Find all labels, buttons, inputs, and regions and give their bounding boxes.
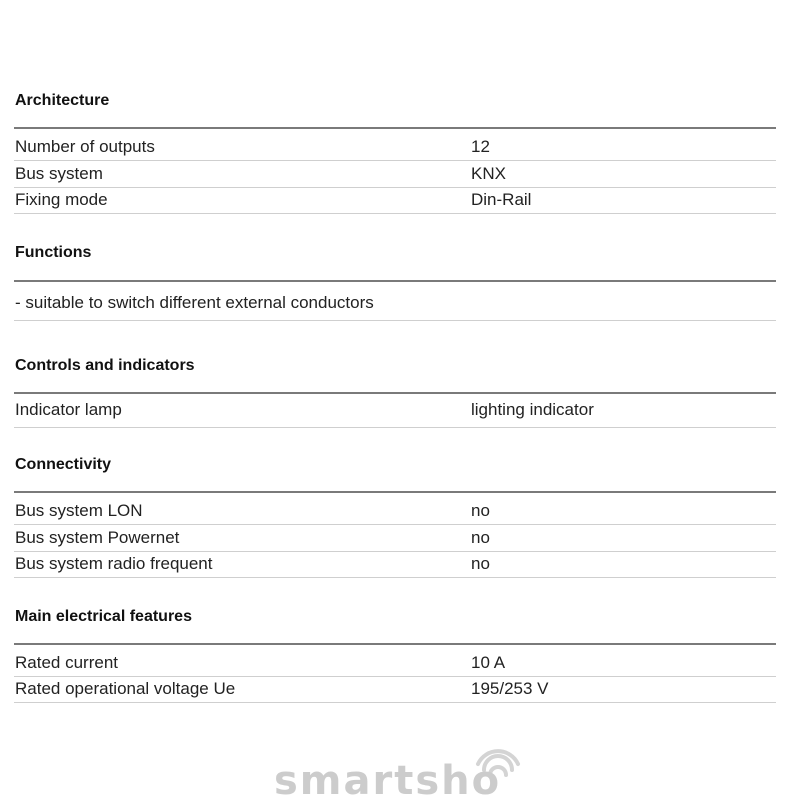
section-rule xyxy=(14,491,776,493)
section-title-architecture: Architecture xyxy=(15,92,110,109)
watermark-graphic xyxy=(272,742,532,798)
spec-label: Bus system xyxy=(15,164,103,183)
section-title-controls-and-indicators: Controls and indicators xyxy=(15,357,195,374)
section-rule xyxy=(14,127,776,129)
watermark-logo xyxy=(272,742,532,798)
section-rule xyxy=(14,643,776,645)
spec-value: no xyxy=(471,554,490,573)
spec-label: Indicator lamp xyxy=(15,400,122,419)
spec-label: Fixing mode xyxy=(15,190,108,209)
section-rule xyxy=(14,280,776,282)
spec-value: KNX xyxy=(471,164,506,183)
spec-row xyxy=(14,650,776,677)
section-title-connectivity: Connectivity xyxy=(15,456,112,473)
spec-value: 195/253 V xyxy=(471,679,549,698)
spec-row xyxy=(14,551,776,578)
spec-label: Bus system radio frequent xyxy=(15,554,213,573)
spec-row xyxy=(14,134,776,161)
spec-row xyxy=(14,187,776,214)
spec-value: no xyxy=(471,528,490,547)
spec-label: - suitable to switch different external conductors xyxy=(15,293,374,312)
spec-row xyxy=(14,676,776,703)
spec-label: Rated operational voltage Ue xyxy=(15,679,236,698)
spec-value: no xyxy=(471,501,490,520)
spec-row xyxy=(14,286,776,321)
spec-row xyxy=(14,498,776,525)
spec-label: Bus system Powernet xyxy=(15,528,180,547)
spec-value: 10 A xyxy=(471,653,506,672)
spec-row xyxy=(14,525,776,552)
watermark-text: smartsho xyxy=(274,758,502,798)
spec-value: lighting indicator xyxy=(471,400,594,419)
spec-value: 12 xyxy=(471,137,490,156)
section-title-main-electrical-features: Main electrical features xyxy=(15,608,192,625)
spec-value: Din-Rail xyxy=(471,190,532,209)
spec-label: Bus system LON xyxy=(15,501,143,520)
spec-label: Rated current xyxy=(15,653,118,672)
spec-label: Number of outputs xyxy=(15,137,155,156)
section-title-functions: Functions xyxy=(15,244,92,261)
spec-row xyxy=(14,393,776,428)
spec-row xyxy=(14,161,776,188)
